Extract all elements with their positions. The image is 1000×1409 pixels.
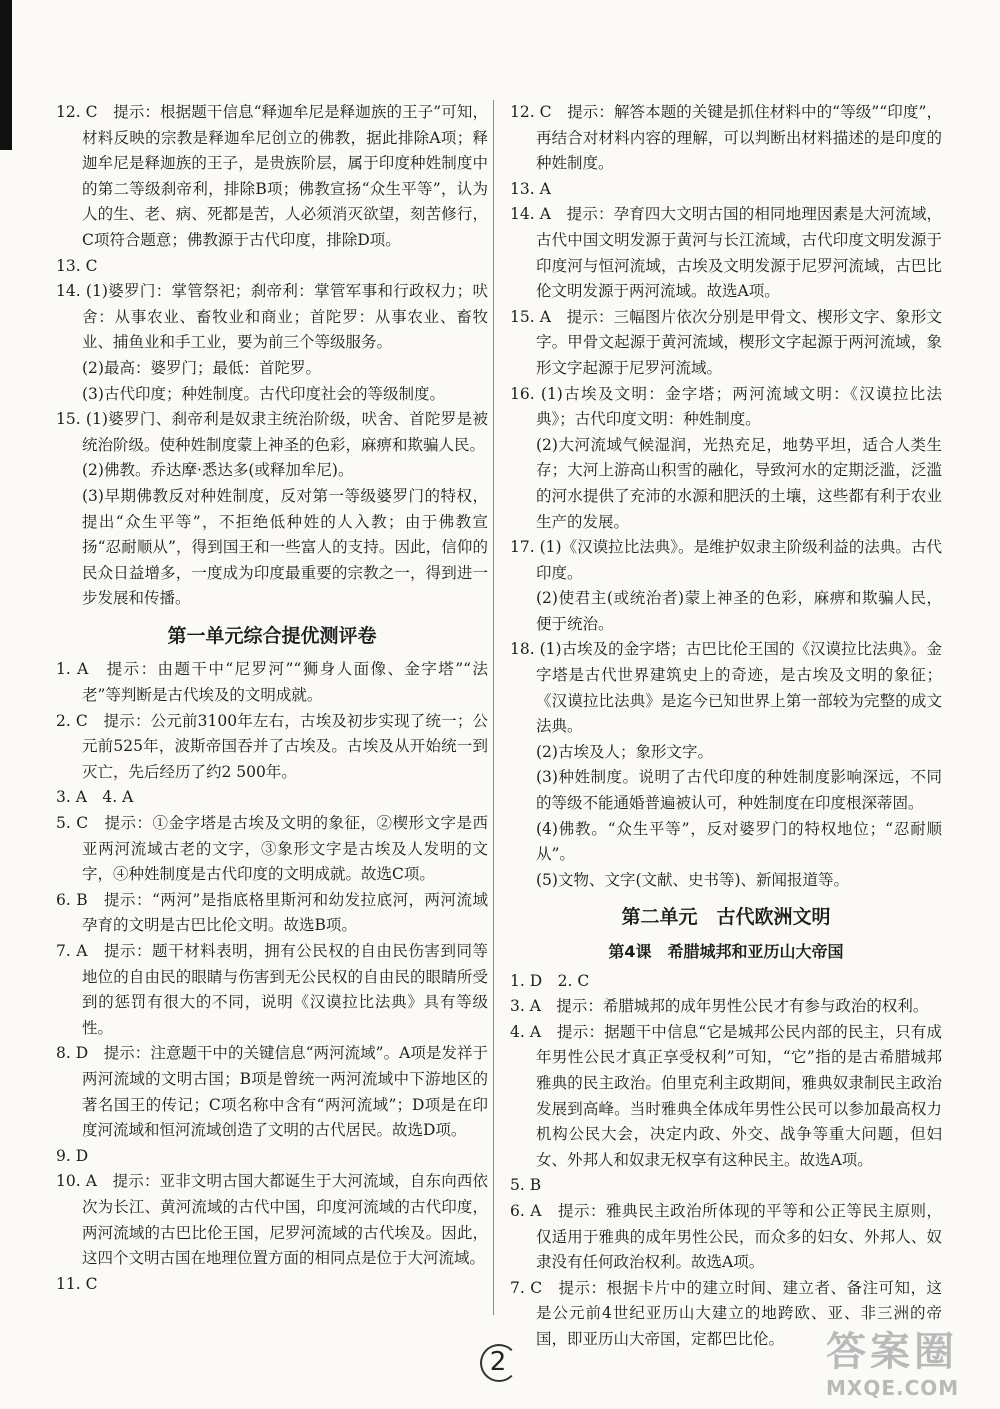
answer-subitem: (3)早期佛教反对种姓制度，反对第一等级婆罗门的特权，提出“众生平等”，不拒绝低种姓的人入教；由于佛教宣扬“忍耐顺从”，得到国王和一些富人的支持。因此，信仰的民众日益增多，一度成为印度最重要的宗教之一，得到进一步发展和传播。 — [82, 486, 488, 608]
answer-item: 16. (1)古埃及文明：金字塔；两河流域文明：《汉谟拉比法典》；古代印度文明：种姓制度。 — [510, 384, 942, 429]
answer-subitem: (3)古代印度；种姓制度。古代印度社会的等级制度。 — [82, 384, 445, 403]
answer-subitem: (2)最高：婆罗门；最低：首陀罗。 — [82, 358, 321, 377]
answer-subitem: (2)古埃及人；象形文字。 — [536, 742, 713, 761]
answer-item: 7. C 提示：根据卡片中的建立时间、建立者、备注可知，这是公元前4世纪亚历山大建立的地跨欧、亚、非三洲的帝国，即亚历山大帝国，定都巴比伦。 — [510, 1278, 942, 1348]
lesson-four-heading: 第4课 希腊城邦和亚历山大帝国 — [608, 942, 844, 961]
watermark-logo — [826, 1328, 996, 1406]
answer-item: 15. A 提示：三幅图片依次分别是甲骨文、楔形文字、象形文字。甲骨文起源于黄河流域，楔形文字起源于两河流域，象形文字起源于尼罗河流域。 — [510, 307, 942, 377]
answer-subitem: (5)文物、文字(文献、史书等)、新闻报道等。 — [536, 870, 850, 889]
answer-item: 12. C 提示：根据题干信息“释迦牟尼是释迦族的王子”可知，材料反映的宗教是释迦牟尼创立的佛教，据此排除A项；释迦牟尼是释迦族的王子，是贵族阶层，属于印度种姓制度中的第二等级刹帝利，排除B项；佛教宣扬“众生平等”，认为人的生、老、病、死都是苦，人必须消灭欲望，刻苦修行，C项符合题意；佛教源于古代印度，排除D项。 — [56, 103, 488, 249]
answer-item: 10. A 提示：亚非文明古国大都诞生于大河流域，自东向西依次为长江、黄河流域的古代中国，印度河流域的古代印度，两河流域的古巴比伦王国，尼罗河流域的古代埃及。因此，这四个文明古国在地理位置方面的相同点是位于大河流域。 — [56, 1172, 488, 1268]
answer-item: 13. A — [510, 179, 551, 198]
answer-item: 6. A 提示：雅典民主政治所体现的平等和公正等民主原则，仅适用于雅典的成年男性公民，而众多的妇女、外邦人、奴隶没有任何政治权利。故选A项。 — [510, 1201, 942, 1272]
answer-item: 14. A 提示：孕育四大文明古国的相同地理因素是大河流域，古代中国文明发源于黄河与长江流域，古代印度文明发源于印度河与恒河流域，古埃及文明发源于尼罗河流域，古巴比伦文明发源于两河流域。故选A项。 — [510, 205, 942, 301]
watermark-text: 答案圈 — [826, 1329, 958, 1375]
page-number: 2 — [478, 1342, 518, 1382]
left-column — [56, 100, 488, 1297]
right-top-answers — [510, 100, 942, 893]
answer-subitem: (2)佛教。乔达摩·悉达多(或释加牟尼)。 — [82, 461, 354, 480]
answer-item: 1. D 2. C — [510, 971, 590, 990]
answer-subitem: (2)使君主(或统治者)蒙上神圣的色彩，麻痹和欺骗人民，便于统治。 — [536, 589, 942, 633]
answer-item: 15. (1)婆罗门、刹帝利是奴隶主统治阶级，吠舍、首陀罗是被统治阶级。使种姓制度蒙上神圣的色彩，麻痹和欺骗人民。 — [56, 410, 488, 454]
answer-item: 14. (1)婆罗门：掌管祭祀；刹帝利：掌管军事和行政权力；吠舍：从事农业、畜牧业和商业；首陀罗：从事农业、畜牧业、捕鱼业和手工业，要为前三个等级服务。 — [56, 282, 488, 352]
answer-item: 5. B — [510, 1176, 542, 1195]
answer-item: 18. (1)古埃及的金字塔；古巴比伦王国的《汉谟拉比法典》。金字塔是古代世界建筑史上的奇迹，是古埃及文明的象征；《汉谟拉比法典》是迄今已知世界上第一部较为完整的成文法典。 — [510, 640, 942, 736]
answer-item: 6. B 提示：“两河”是指底格里斯河和幼发拉底河，两河流域孕育的文明是古巴比伦文明。故选B项。 — [56, 890, 488, 935]
answer-item: 3. A 4. A — [56, 788, 134, 807]
answer-subitem: (4)佛教。“众生平等”，反对婆罗门的特权地位；“忍耐顺从”。 — [536, 819, 942, 864]
answer-item: 7. A 提示：题干材料表明，拥有公民权的自由民伤害到同等地位的自由民的眼睛与伤害到无公民权的自由民的眼睛所受到的惩罚有很大的不同，说明《汉谟拉比法典》具有等级性。 — [56, 942, 488, 1037]
answer-item: 2. C 提示：公元前3100年左右，古埃及初步实现了统一；公元前525年，波斯帝国吞并了古埃及。古埃及从开始统一到灭亡，先后经历了约2 500年。 — [56, 711, 488, 781]
right-column — [510, 100, 942, 1353]
unit-two-heading: 第二单元 古代欧洲文明 — [621, 906, 831, 929]
left-top-answers — [56, 100, 488, 612]
answer-item: 17. (1)《汉谟拉比法典》。是维护奴隶主阶级利益的法典。古代印度。 — [510, 538, 942, 582]
answer-item: 1. A 提示：由题干中“尼罗河”“狮身人面像、金字塔”“法老”等判断是古代埃及的文明成就。 — [56, 660, 488, 705]
answer-item: 8. D 提示：注意题干中的关键信息“两河流域”。A项是发祥于两河流域的文明古国；B项是曾统一两河流域中下游地区的著名国王的传记；C项名称中含有“两河流域”；D项是在印度河流域和恒河流域创造了文明的古代居民。故选D项。 — [56, 1044, 488, 1140]
answer-item: 9. D — [56, 1146, 89, 1165]
watermark-url: MXQE.COM — [826, 1376, 960, 1400]
column-divider — [493, 100, 494, 1315]
answer-subitem: (2)大河流域气候湿润，光热充足，地势平坦，适合人类生存；大河上游高山积雪的融化，导致河水的定期泛滥，泛滥的河水提供了充沛的水源和肥沃的土壤，这些都有利于农业生产的发展。 — [536, 435, 942, 531]
left-bottom-answers — [56, 657, 488, 1297]
answer-subitem: (3)种姓制度。说明了古代印度的种姓制度影响深远，不同的等级不能通婚普遍被认可，种姓制度在印度根深蒂固。 — [536, 768, 942, 813]
answer-item: 11. C — [56, 1274, 98, 1293]
scan-edge-mark — [0, 0, 12, 150]
answer-item: 4. A 提示：据题干中信息“它是城邦公民内部的民主，只有成年男性公民才真正享受权利”可知，“它”指的是古希腊城邦雅典的民主政治。伯里克利主政期间，雅典奴隶制民主政治发展到高峰。当时雅典全体成年男性公民可以参加最高权力机构公民大会，决定内政、外交、战争等重大问题，但妇女、外邦人和奴隶无权享有这种民主。故选A项。 — [510, 1022, 942, 1169]
right-bottom-answers — [510, 969, 942, 1353]
answer-item: 5. C 提示：①金字塔是古埃及文明的象征，②楔形文字是西亚两河流域古老的文字，③象形文字是古埃及人发明的文字，④种姓制度是古代印度的文明成就。故选C项。 — [56, 814, 488, 884]
answer-item: 3. A 提示：希腊城邦的成年男性公民才有参与政治的权利。 — [510, 997, 929, 1016]
answer-item: 12. C 提示：解答本题的关键是抓住材料中的“等级”“印度”，再结合对材料内容的理解，可以判断出材料描述的是印度的种姓制度。 — [510, 103, 942, 173]
answer-item: 13. C — [56, 256, 98, 275]
unit-test-heading: 第一单元综合提优测评卷 — [167, 624, 377, 647]
